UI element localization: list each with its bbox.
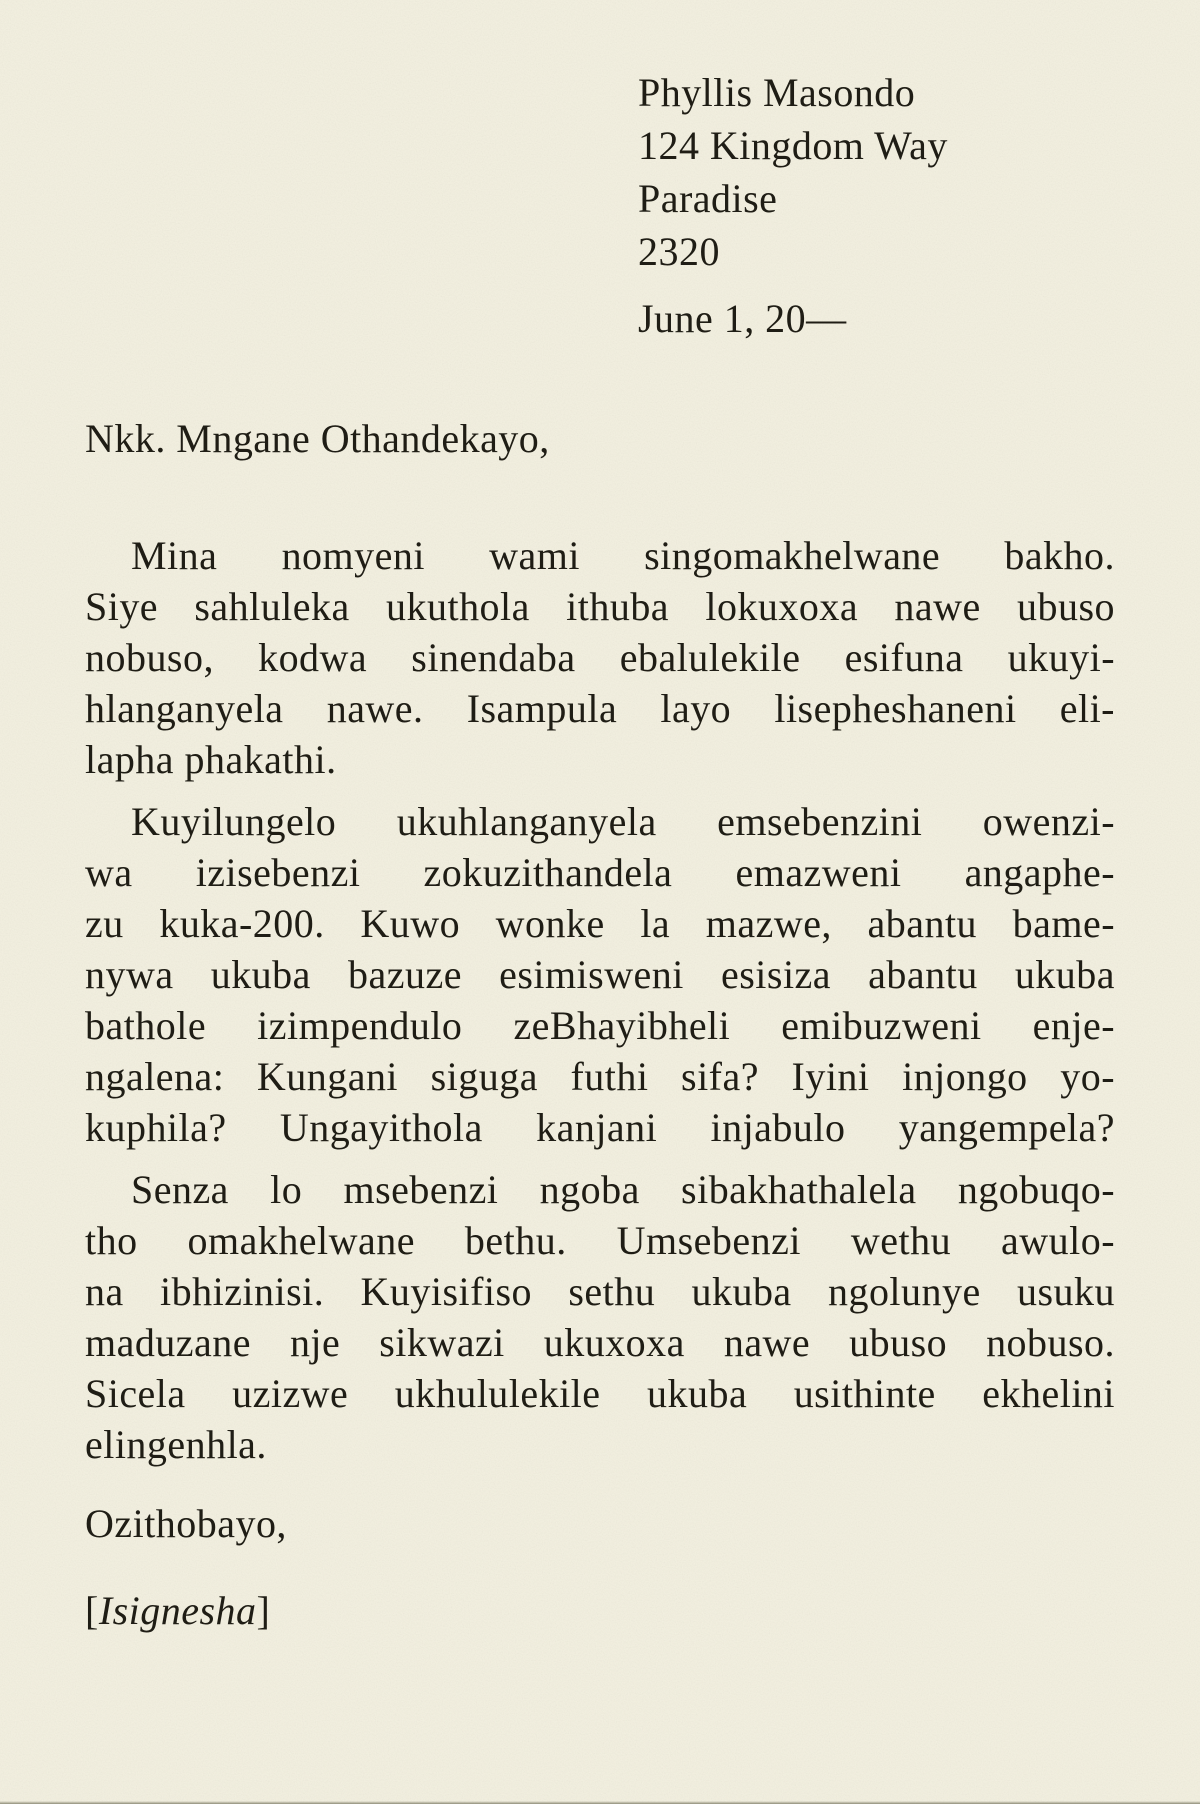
body-line: bathole izimpendulo zeBhayibheli emibuzweni enje- bbox=[85, 1003, 1115, 1048]
date-line: June 1, 20— bbox=[638, 296, 847, 341]
body-line: lapha phakathi. bbox=[85, 737, 337, 782]
closing: Ozithobayo, bbox=[85, 1501, 287, 1546]
body-line: Mina nomyeni wami singomakhelwane bakho. bbox=[131, 533, 1115, 578]
body-paragraph-2 bbox=[85, 796, 1115, 1153]
sender-city: Paradise bbox=[638, 176, 778, 221]
sender-street: 124 Kingdom Way bbox=[638, 123, 948, 168]
body-line: tho omakhelwane bethu. Umsebenzi wethu awulo- bbox=[85, 1218, 1115, 1263]
body-line: wa izisebenzi zokuzithandela emazweni angaphe- bbox=[85, 850, 1115, 895]
letter-body bbox=[85, 530, 1115, 1470]
salutation: Nkk. Mngane Othandekayo, bbox=[85, 416, 550, 461]
body-line: Senza lo msebenzi ngoba sibakhathalela ngobuqo- bbox=[131, 1167, 1115, 1212]
body-line: Sicela uzizwe ukhululekile ukuba usithinte ekhelini bbox=[85, 1371, 1115, 1416]
body-line: Siye sahluleka ukuthola ithuba lokuxoxa nawe ubuso bbox=[85, 584, 1115, 629]
signature-close-bracket: ] bbox=[256, 1588, 271, 1633]
body-line: na ibhizinisi. Kuyisifiso sethu ukuba ngolunye usuku bbox=[85, 1269, 1115, 1314]
body-line: hlanganyela nawe. Isampula layo lisepheshaneni eli- bbox=[85, 686, 1115, 731]
body-line: nywa ukuba bazuze esimisweni esisiza abantu ukuba bbox=[85, 952, 1115, 997]
sender-block bbox=[638, 66, 948, 345]
body-line: nobuso, kodwa sinendaba ebalulekile esifuna ukuyi- bbox=[85, 635, 1115, 680]
body-line: ngalena: Kungani siguga futhi sifa? Iyini injongo yo- bbox=[85, 1054, 1115, 1099]
signature-open-bracket: [ bbox=[85, 1588, 99, 1633]
body-line: elingenhla. bbox=[85, 1422, 267, 1467]
body-paragraph-1 bbox=[85, 530, 1115, 785]
body-line: Kuyilungelo ukuhlanganyela emsebenzini owenzi- bbox=[131, 799, 1115, 844]
body-line: zu kuka-200. Kuwo wonke la mazwe, abantu bame- bbox=[85, 901, 1115, 946]
signature-name: Isignesha bbox=[98, 1588, 257, 1633]
signature-placeholder bbox=[85, 1585, 270, 1636]
body-line: maduzane nje sikwazi ukuxoxa nawe ubuso nobuso. bbox=[85, 1320, 1115, 1365]
body-line: kuphila? Ungayithola kanjani injabulo yangempela? bbox=[85, 1105, 1115, 1150]
body-paragraph-3 bbox=[85, 1164, 1115, 1470]
sender-postal-code: 2320 bbox=[638, 229, 720, 274]
sender-name: Phyllis Masondo bbox=[638, 70, 916, 115]
